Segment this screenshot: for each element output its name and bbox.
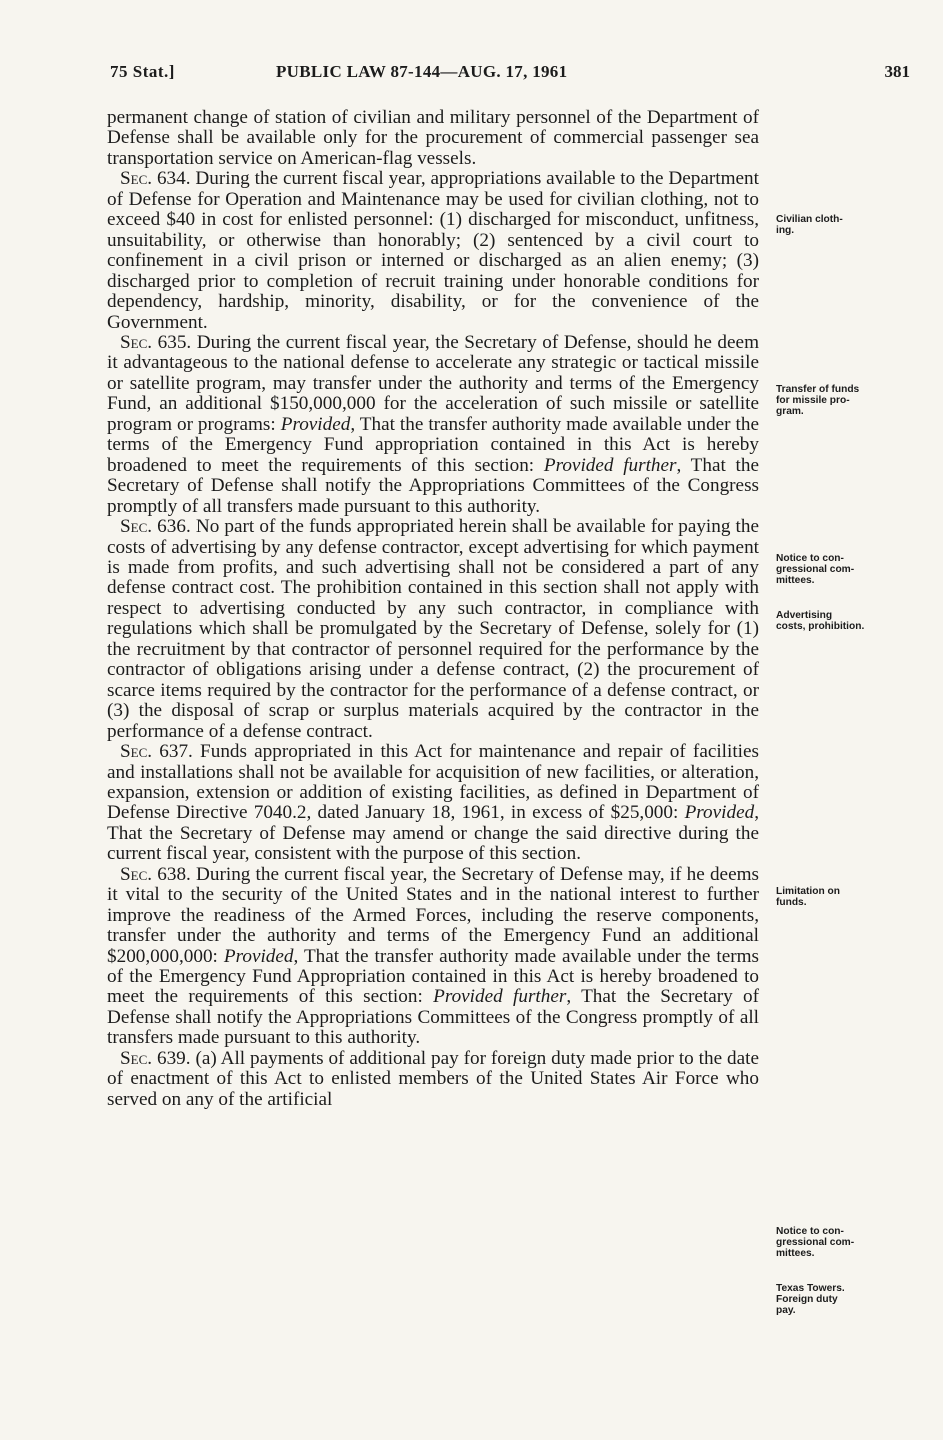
paragraph-sec-639: Sec. 639. (a) All payments of additional pay for foreign duty made prior to the date of enactment of this Act to enlisted members of the United States Air Force who served on any of the artificial: [107, 1047, 759, 1110]
margin-note-civilian-clothing: Civilian cloth- ing.: [776, 214, 843, 236]
running-header: [110, 62, 910, 86]
paragraph-sec-635: Sec. 635. During the current fiscal year, the Secretary of Defense, should he deem it advantageous to the national defense to accelerate any strategic or tactical missile or satellite program, may transfer under the authority and terms of the Emergency Fund, an additional $150,000,000 for the acceleration of such missile or satellite program or programs: Provided, That the transfer authority made available under the terms of the Emergency Fund appropriation contained in this Act is hereby broadened to meet the requirements of this section: Provided further, That the Secretary of Defense shall notify the Appropriations Committees of the Congress promptly of all transfers made pursuant to this authority.: [107, 331, 759, 517]
section-number: Sec. 636.: [120, 516, 191, 538]
paragraph-continuation: permanent change of station of civilian and military personnel of the Department of Defense shall be available only for the procurement of commercial passenger sea transportation service on American-flag vessels.: [107, 107, 759, 169]
margin-note-limitation: Limitation on funds.: [776, 886, 840, 908]
paragraph-sec-637: Sec. 637. Funds appropriated in this Act for maintenance and repair of facilities and installations shall not be available for acquisition of new facilities, or alteration, expansion, extension or addition of existing facilities, as defined in Department of Defense Directive 7040.2, dated January 18, 1961, in excess of $25,000: Provided, That the Secretary of Defense may amend or change the said directive during the current fiscal year, consistent with the purpose of this section.: [107, 741, 759, 865]
margin-note-texas-towers: Texas Towers. Foreign duty pay.: [776, 1283, 845, 1316]
section-number: Sec. 637.: [120, 741, 193, 763]
section-number: Sec. 635.: [120, 331, 192, 353]
section-number: Sec. 639.: [120, 1047, 191, 1069]
law-title: PUBLIC LAW 87-144—AUG. 17, 1961: [276, 62, 568, 81]
margin-note-advertising: Advertising costs, prohibition.: [776, 610, 865, 632]
margin-note-notice-committees: Notice to con- gressional com- mittees.: [776, 553, 855, 586]
margin-note-transfer-funds: Transfer of funds for missile pro- gram.: [776, 384, 860, 417]
statute-volume: 75 Stat.]: [110, 62, 175, 81]
section-number: Sec. 634.: [120, 168, 191, 190]
section-number: Sec. 638.: [120, 863, 191, 885]
page-number: 381: [884, 62, 910, 81]
paragraph-sec-634: Sec. 634. During the current fiscal year, appropriations available to the Department of Defense for Operation and Maintenance may be used for civilian clothing, not to exceed $40 in cost for enlisted personnel: (1) discharged for misconduct, unfitness, unsuitability, or otherwise than honorably; (2) sentenced by a civil court to confinement in a civil prison or interned or discharged as an alien enemy; (3) discharged prior to completion of recruit training under honorable conditions for dependency, hardship, minority, disability, or for the convenience of the Government.: [107, 168, 759, 333]
paragraph-sec-638: Sec. 638. During the current fiscal year, the Secretary of Defense may, if he deems it vital to the security of the United States and in the national interest to further improve the readiness of the Armed Forces, including the reserve components, transfer under the authority and terms of the Emergency Fund an additional $200,000,000: Provided, That the transfer authority made available under the terms of the Emergency Fund Appropriation contained in this Act is hereby broadened to meet the requirements of this section: Provided further, That the Secretary of Defense shall notify the Appropriations Committees of the Congress promptly of all transfers made pursuant to this authority.: [107, 863, 760, 1049]
body-text: [107, 108, 759, 1110]
margin-note-notice-committees-2: Notice to con- gressional com- mittees.: [776, 1226, 855, 1259]
paragraph-sec-636: Sec. 636. No part of the funds appropriated herein shall be available for paying the costs of advertising by any defense contractor, except advertising for which payment is made from profits, and such advertising shall not be considered a part of any defense contract cost. The prohibition contained in this section shall not apply with respect to advertising conducted by any such contractor, in compliance with regulations which shall be promulgated by the Secretary of Defense, solely for (1) the recruitment by that contractor of personnel required for the performance by the contractor of obligations arising under a defense contract, (2) the procurement of scarce items required by the contractor for the performance of a defense contract, or (3) the disposal of scrap or surplus materials acquired by the contractor in the performance of a defense contract.: [107, 516, 759, 742]
